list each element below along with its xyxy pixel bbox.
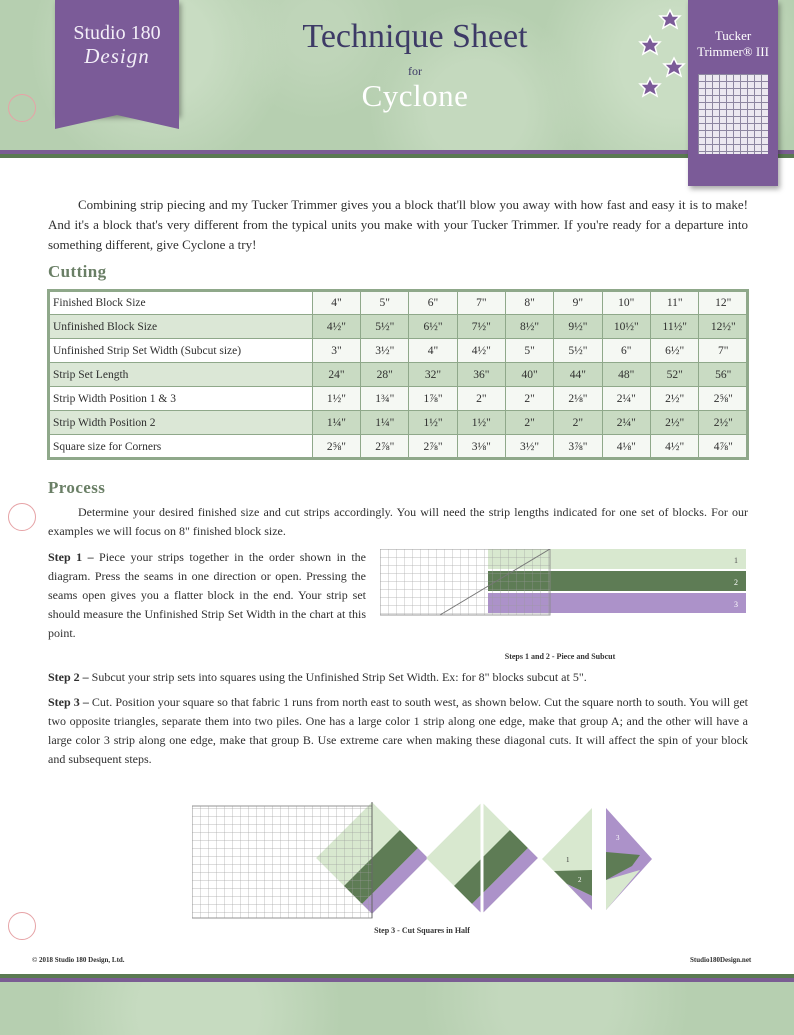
table-cell: 2" (457, 387, 505, 411)
table-cell: 6½" (650, 339, 698, 363)
table-cell: 10½" (602, 315, 650, 339)
website-link[interactable]: Studio180Design.net (690, 956, 752, 964)
row-label: Square size for Corners (49, 435, 313, 459)
strip-label-3: 3 (734, 600, 738, 609)
fig1-caption: Steps 1 and 2 - Piece and Subcut (504, 652, 616, 661)
fig3-caption: Step 3 - Cut Squares in Half (374, 926, 470, 935)
table-cell: 1¾" (361, 387, 409, 411)
triangle-group-a (542, 808, 592, 910)
table-cell: 44" (554, 363, 602, 387)
table-cell: 7" (457, 291, 505, 315)
split-square (426, 802, 538, 914)
star-decorations (634, 0, 690, 112)
row-label: Unfinished Block Size (49, 315, 313, 339)
header-stripe-green (0, 154, 794, 158)
star-icon (640, 36, 660, 54)
step-3 (48, 693, 748, 769)
table-cell: 2⅝" (312, 435, 360, 459)
table-cell: 5½" (361, 315, 409, 339)
ruler-with-square (192, 802, 428, 918)
table-cell: 4⅛" (602, 435, 650, 459)
step-1-label: Step 1 – (48, 550, 94, 564)
table-cell: 2" (505, 411, 553, 435)
table-cell: 6½" (409, 315, 457, 339)
binder-hole (8, 94, 36, 122)
tool-name-line-2: Trimmer® III (697, 44, 769, 59)
table-cell: 9½" (554, 315, 602, 339)
table-row (49, 339, 748, 363)
table-row (49, 387, 748, 411)
process-intro: Determine your desired finished size and cut strips accordingly. You will need the strip lengths indicated for one set of blocks. For our examples we will focus on 8" finished block size. (48, 505, 748, 538)
strip-label-2: 2 (734, 578, 738, 587)
tool-name-line-1: Tucker (714, 28, 752, 43)
table-cell: 5" (505, 339, 553, 363)
table-cell: 2¼" (602, 411, 650, 435)
table-cell: 4½" (650, 435, 698, 459)
table-cell: 7½" (457, 315, 505, 339)
table-cell: 56" (699, 363, 748, 387)
row-label: Finished Block Size (49, 291, 313, 315)
table-cell: 8" (505, 291, 553, 315)
star-icon (660, 10, 680, 28)
table-cell: 2⅛" (554, 387, 602, 411)
header-band (0, 0, 794, 158)
row-label: Strip Width Position 1 & 3 (49, 387, 313, 411)
step-2 (48, 668, 748, 687)
row-label: Unfinished Strip Set Width (Subcut size) (49, 339, 313, 363)
table-row (49, 291, 748, 315)
table-cell: 28" (361, 363, 409, 387)
logo-line-1: Studio 180 (73, 22, 161, 44)
triangle-label-2: 2 (578, 876, 582, 884)
table-cell: 1½" (409, 411, 457, 435)
table-cell: 4½" (312, 315, 360, 339)
intro-paragraph: Combining strip piecing and my Tucker Trimmer gives you a block that'll blow you away with how fast and easy it is to make! And it's a block that's very different from the typical units you make with your Tucker Trimmer. If you're ready for a departure into something different, give Cyclone a try! (48, 197, 748, 252)
table-cell: 36" (457, 363, 505, 387)
ruler-grid (380, 549, 550, 615)
table-cell: 2½" (650, 387, 698, 411)
table-row (49, 315, 748, 339)
table-cell: 11" (650, 291, 698, 315)
table-cell: 2" (554, 411, 602, 435)
table-cell: 1¼" (312, 411, 360, 435)
table-cell: 6" (409, 291, 457, 315)
star-icon (664, 58, 684, 76)
process-heading: Process (48, 478, 106, 497)
table-cell: 4½" (457, 339, 505, 363)
table-cell: 6" (602, 339, 650, 363)
copyright: © 2018 Studio 180 Design, Ltd. (32, 956, 125, 964)
step-2-text: Subcut your strip sets into squares using the Unfinished Strip Set Width. Ex: for 8" blocks subcut at 5". (91, 670, 587, 684)
cutting-table (48, 290, 748, 459)
triangle-label-1: 1 (566, 856, 570, 864)
binder-hole (8, 503, 36, 531)
table-cell: 7" (699, 339, 748, 363)
table-cell: 4" (312, 291, 360, 315)
table-cell: 5" (361, 291, 409, 315)
table-cell: 2⅞" (361, 435, 409, 459)
table-cell: 2⅞" (409, 435, 457, 459)
logo-line-2: Design (84, 44, 150, 68)
binder-hole (8, 912, 36, 940)
cutting-heading: Cutting (48, 262, 107, 281)
table-cell: 3⅞" (554, 435, 602, 459)
star-icon (640, 78, 660, 96)
table-cell: 10" (602, 291, 650, 315)
page-title: Technique Sheet (302, 18, 528, 55)
table-cell: 8½" (505, 315, 553, 339)
footer-band (0, 974, 794, 1035)
table-cell: 12" (699, 291, 748, 315)
pattern-name: Cyclone (361, 78, 469, 113)
table-cell: 2½" (650, 411, 698, 435)
row-label: Strip Set Length (49, 363, 313, 387)
table-cell: 3½" (361, 339, 409, 363)
table-cell: 3" (312, 339, 360, 363)
cut-squares-diagram (192, 800, 652, 920)
table-cell: 2⅝" (699, 387, 748, 411)
table-cell: 12½" (699, 315, 748, 339)
table-row (49, 363, 748, 387)
table-cell: 2¼" (602, 387, 650, 411)
table-row (49, 435, 748, 459)
table-row (49, 411, 748, 435)
table-cell: 1¼" (361, 411, 409, 435)
table-cell: 3½" (505, 435, 553, 459)
table-cell: 2" (505, 387, 553, 411)
step-3-text: Cut. Position your square so that fabric 1 runs from north east to south west, as shown below. Cut the square north to south. You will get two opposite triangles, separate them into two piles. One has a large color 1 strip along one edge, make that group A; and the other will have a large color 3 strip along one edge, make that group B. Use extreme care when making these diagonal cuts. It will affect the spin of your block and subsequent steps. (48, 695, 749, 766)
table-cell: 52" (650, 363, 698, 387)
table-cell: 32" (409, 363, 457, 387)
table-cell: 24" (312, 363, 360, 387)
ruler-image (698, 74, 768, 154)
step-1 (48, 548, 366, 643)
table-cell: 9" (554, 291, 602, 315)
step-1-text: Piece your strips together in the order shown in the diagram. Press the seams in one direction or open. Pressing the seams open gives you a flatter block in the end. Your strip set should measure the Unfinished Strip Set Width in the chart at this point. (48, 550, 367, 640)
step-2-label: Step 2 – (48, 670, 89, 684)
table-cell: 4⅞" (699, 435, 748, 459)
table-cell: 48" (602, 363, 650, 387)
table-cell: 5½" (554, 339, 602, 363)
table-cell: 1½" (457, 411, 505, 435)
table-cell: 2½" (699, 411, 748, 435)
triangle-group-b (606, 808, 652, 910)
table-cell: 40" (505, 363, 553, 387)
title-for: for (408, 64, 422, 78)
strip-label-1: 1 (734, 556, 738, 565)
table-cell: 1⅞" (409, 387, 457, 411)
table-cell: 3⅛" (457, 435, 505, 459)
step-3-label: Step 3 – (48, 695, 89, 709)
row-label: Strip Width Position 2 (49, 411, 313, 435)
triangle-label-3: 3 (616, 834, 620, 842)
footer-stripe-purple (0, 978, 794, 982)
studio-180-logo (55, 0, 179, 115)
strip-set-diagram (380, 549, 746, 617)
table-cell: 11½" (650, 315, 698, 339)
tucker-trimmer-banner (688, 0, 778, 186)
table-cell: 4" (409, 339, 457, 363)
table-cell: 1½" (312, 387, 360, 411)
